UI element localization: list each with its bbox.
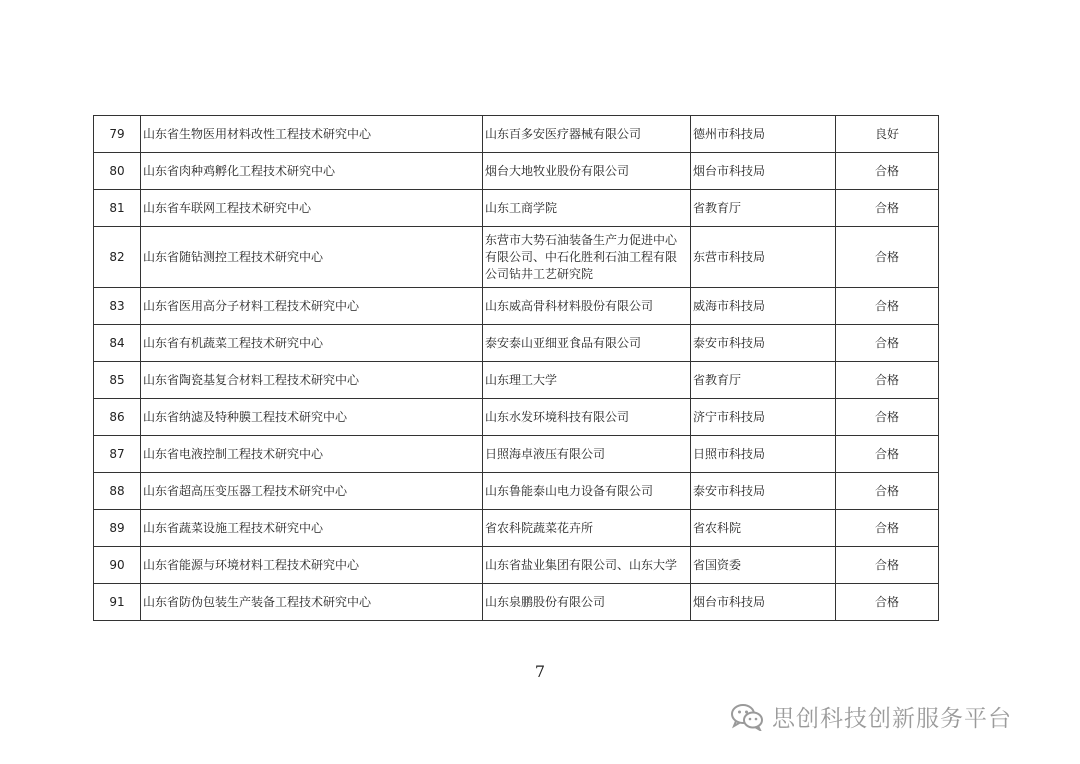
support-unit: 山东百多安医疗器械有限公司 <box>483 116 691 153</box>
support-unit: 山东省盐业集团有限公司、山东大学 <box>483 547 691 584</box>
table-body <box>94 116 939 621</box>
evaluation-result: 合格 <box>836 399 939 436</box>
evaluation-result: 合格 <box>836 190 939 227</box>
row-number: 82 <box>94 227 141 288</box>
watermark <box>730 700 1012 733</box>
table-row <box>94 116 939 153</box>
center-name: 山东省医用高分子材料工程技术研究中心 <box>141 288 483 325</box>
row-number: 79 <box>94 116 141 153</box>
table-row <box>94 227 939 288</box>
department: 日照市科技局 <box>691 436 836 473</box>
department: 烟台市科技局 <box>691 584 836 621</box>
table-row <box>94 473 939 510</box>
row-number: 87 <box>94 436 141 473</box>
table-row <box>94 190 939 227</box>
evaluation-result: 合格 <box>836 288 939 325</box>
table-row <box>94 510 939 547</box>
row-number: 80 <box>94 153 141 190</box>
table-row <box>94 399 939 436</box>
center-name: 山东省生物医用材料改性工程技术研究中心 <box>141 116 483 153</box>
center-name: 山东省随钻测控工程技术研究中心 <box>141 227 483 288</box>
table-row <box>94 436 939 473</box>
center-name: 山东省肉种鸡孵化工程技术研究中心 <box>141 153 483 190</box>
department: 烟台市科技局 <box>691 153 836 190</box>
row-number: 90 <box>94 547 141 584</box>
support-unit: 山东水发环境科技有限公司 <box>483 399 691 436</box>
evaluation-result: 合格 <box>836 325 939 362</box>
row-number: 89 <box>94 510 141 547</box>
support-unit: 烟台大地牧业股份有限公司 <box>483 153 691 190</box>
page-number: 7 <box>534 662 546 681</box>
row-number: 83 <box>94 288 141 325</box>
center-name: 山东省超高压变压器工程技术研究中心 <box>141 473 483 510</box>
evaluation-result: 合格 <box>836 153 939 190</box>
department: 省教育厅 <box>691 190 836 227</box>
evaluation-result: 良好 <box>836 116 939 153</box>
department: 泰安市科技局 <box>691 325 836 362</box>
center-name: 山东省能源与环境材料工程技术研究中心 <box>141 547 483 584</box>
support-unit: 山东威高骨科材料股份有限公司 <box>483 288 691 325</box>
row-number: 81 <box>94 190 141 227</box>
center-name: 山东省有机蔬菜工程技术研究中心 <box>141 325 483 362</box>
row-number: 91 <box>94 584 141 621</box>
center-name: 山东省车联网工程技术研究中心 <box>141 190 483 227</box>
support-unit: 山东泉鹏股份有限公司 <box>483 584 691 621</box>
support-unit: 日照海卓液压有限公司 <box>483 436 691 473</box>
support-unit: 山东工商学院 <box>483 190 691 227</box>
department: 德州市科技局 <box>691 116 836 153</box>
evaluation-result: 合格 <box>836 473 939 510</box>
department: 东营市科技局 <box>691 227 836 288</box>
table-row <box>94 325 939 362</box>
table-row <box>94 362 939 399</box>
center-name: 山东省陶瓷基复合材料工程技术研究中心 <box>141 362 483 399</box>
table-row <box>94 153 939 190</box>
evaluation-result: 合格 <box>836 584 939 621</box>
department: 济宁市科技局 <box>691 399 836 436</box>
center-name: 山东省纳滤及特种膜工程技术研究中心 <box>141 399 483 436</box>
evaluation-result: 合格 <box>836 547 939 584</box>
evaluation-result: 合格 <box>836 227 939 288</box>
table-row <box>94 288 939 325</box>
support-unit: 山东鲁能泰山电力设备有限公司 <box>483 473 691 510</box>
row-number: 85 <box>94 362 141 399</box>
department: 省教育厅 <box>691 362 836 399</box>
department: 省国资委 <box>691 547 836 584</box>
center-name: 山东省蔬菜设施工程技术研究中心 <box>141 510 483 547</box>
department: 威海市科技局 <box>691 288 836 325</box>
department: 省农科院 <box>691 510 836 547</box>
evaluation-result: 合格 <box>836 510 939 547</box>
evaluation-table <box>93 115 939 621</box>
evaluation-result: 合格 <box>836 362 939 399</box>
table-row <box>94 584 939 621</box>
watermark-text: 思创科技创新服务平台 <box>772 706 1012 732</box>
wechat-icon <box>730 703 764 731</box>
center-name: 山东省电液控制工程技术研究中心 <box>141 436 483 473</box>
support-unit: 泰安泰山亚细亚食品有限公司 <box>483 325 691 362</box>
department: 泰安市科技局 <box>691 473 836 510</box>
row-number: 84 <box>94 325 141 362</box>
row-number: 86 <box>94 399 141 436</box>
table-row <box>94 547 939 584</box>
support-unit: 东营市大势石油装备生产力促进中心有限公司、中石化胜利石油工程有限公司钻井工艺研究院 <box>483 227 691 288</box>
evaluation-result: 合格 <box>836 436 939 473</box>
center-name: 山东省防伪包装生产装备工程技术研究中心 <box>141 584 483 621</box>
support-unit: 山东理工大学 <box>483 362 691 399</box>
row-number: 88 <box>94 473 141 510</box>
support-unit: 省农科院蔬菜花卉所 <box>483 510 691 547</box>
